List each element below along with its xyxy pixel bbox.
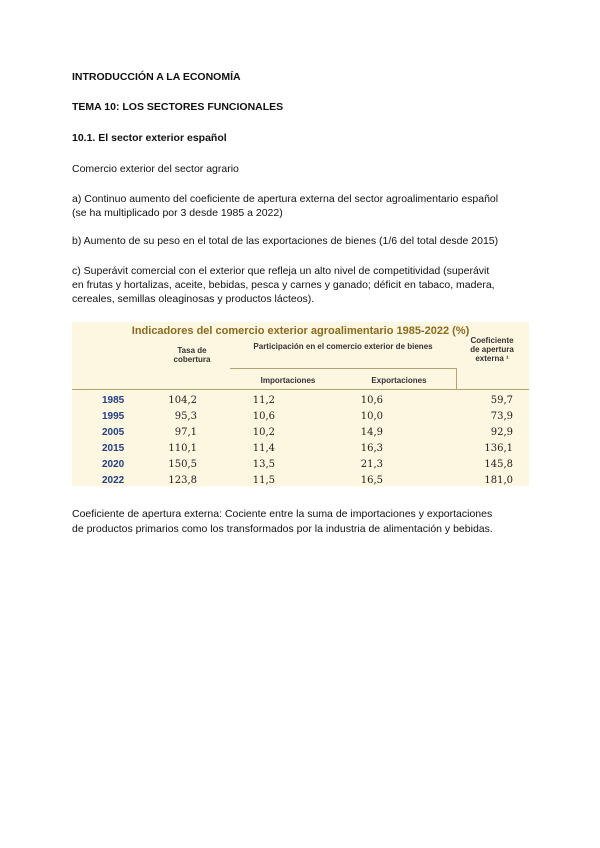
table-row <box>72 441 529 457</box>
data-table <box>72 322 529 486</box>
topic-title: TEMA 10: LOS SECTORES FUNCIONALES <box>72 101 284 113</box>
cell-coef: 59,7 <box>490 395 513 406</box>
point-c-line1: c) Superávit comercial con el exterior que refleja un alto nivel de competitividad (superávit <box>72 265 490 277</box>
subtitle: Comercio exterior del sector agrario <box>72 163 239 175</box>
header-coef <box>456 336 528 363</box>
cell-coef: 136,1 <box>484 443 513 454</box>
cell-coef: 73,9 <box>490 411 513 422</box>
point-a-line2: (se ha multiplicado por 3 desde 1985 a 2022) <box>72 207 283 219</box>
footnote-line1: Coeficiente de apertura externa: Cociente entre la suma de importaciones y exportaciones <box>72 508 493 520</box>
point-a-line1: a) Continuo aumento del coeficiente de apertura externa del sector agroalimentario español <box>72 193 499 205</box>
point-b: b) Aumento de su peso en el total de las exportaciones de bienes (1/6 del total desde 2015) <box>72 235 499 247</box>
table-title: Indicadores del comercio exterior agroalimentario 1985-2022 (%) <box>131 325 470 337</box>
point-c-line2: en frutas y hortalizas, aceite, bebidas, pesca y carnes y ganado; déficit en tabaco, madera, <box>72 279 495 291</box>
cell-year: 2020 <box>102 459 125 470</box>
header-exp: Exportaciones <box>371 376 427 385</box>
header-bottom-line <box>72 389 529 390</box>
cell-exp: 16,3 <box>360 443 383 454</box>
table-row <box>72 409 529 425</box>
cell-imp: 11,5 <box>252 475 275 486</box>
cell-exp: 16,5 <box>360 475 383 486</box>
header-coef-line1: Coeficiente <box>470 336 514 345</box>
point-c-line3: cereales, semillas oleaginosas y productos lácteos). <box>72 293 315 305</box>
header-coef-line3: externa ¹ <box>475 354 509 363</box>
header-coef-line2: de apertura <box>470 345 514 354</box>
cell-year: 2022 <box>102 475 125 486</box>
course-title: INTRODUCCIÓN A LA ECONOMÍA <box>72 71 241 83</box>
header-group: Participación en el comercio exterior de bienes <box>253 342 433 351</box>
header-tasa-line1: Tasa de <box>177 346 207 355</box>
cell-imp: 10,6 <box>252 411 275 422</box>
cell-year: 1985 <box>102 395 125 406</box>
cell-exp: 10,6 <box>360 395 383 406</box>
header-imp: Importaciones <box>260 376 316 385</box>
cell-year: 2005 <box>102 427 125 438</box>
cell-tasa: 110,1 <box>168 443 197 454</box>
cell-tasa: 150,5 <box>168 459 197 470</box>
group-divider <box>230 368 456 369</box>
cell-imp: 10,2 <box>252 427 275 438</box>
cell-tasa: 123,8 <box>168 475 197 486</box>
cell-exp: 21,3 <box>360 459 383 470</box>
cell-tasa: 104,2 <box>168 395 197 406</box>
cell-year: 1995 <box>102 411 125 422</box>
footnote-line2: de productos primarios como los transformados por la industria de alimentación y bebidas. <box>72 523 493 535</box>
header-tasa-line2: cobertura <box>173 355 211 364</box>
header-tasa <box>152 346 232 364</box>
cell-imp: 11,4 <box>252 443 275 454</box>
cell-coef: 181,0 <box>484 475 513 486</box>
cell-imp: 13,5 <box>252 459 275 470</box>
table-row <box>72 393 529 409</box>
table-row <box>72 473 529 489</box>
section-title: 10.1. El sector exterior español <box>72 132 227 144</box>
coef-divider <box>456 368 457 390</box>
cell-exp: 14,9 <box>360 427 383 438</box>
cell-year: 2015 <box>102 443 125 454</box>
cell-coef: 145,8 <box>484 459 513 470</box>
table-row <box>72 457 529 473</box>
cell-exp: 10,0 <box>360 411 383 422</box>
cell-coef: 92,9 <box>490 427 513 438</box>
cell-imp: 11,2 <box>252 395 275 406</box>
table-row <box>72 425 529 441</box>
cell-tasa: 97,1 <box>174 427 197 438</box>
cell-tasa: 95,3 <box>174 411 197 422</box>
